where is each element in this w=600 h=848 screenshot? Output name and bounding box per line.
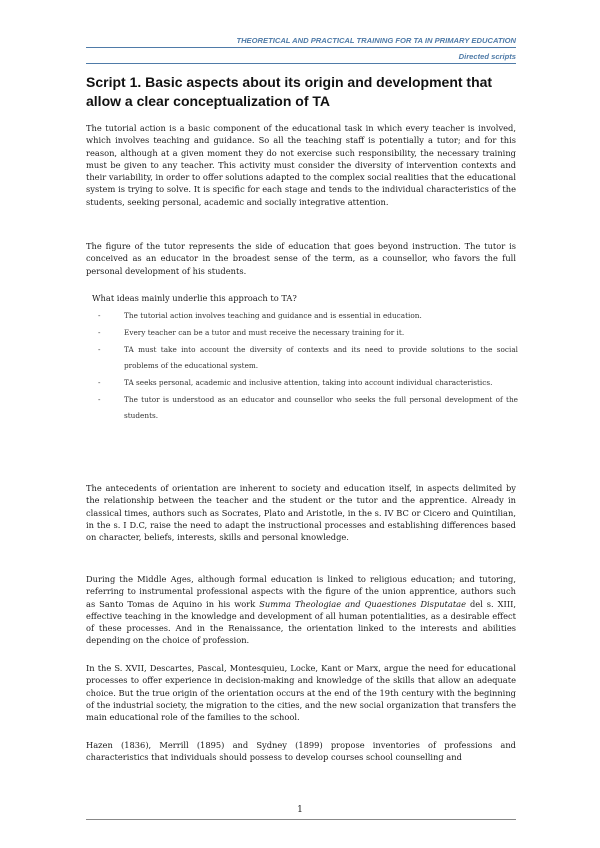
list-item-text: TA seeks personal, academic and inclusive attention, taking into account individual characteristics. — [124, 378, 493, 387]
list-item-text: TA must take into account the diversity of contexts and its need to provide solutions to the social problems of the educational system. — [124, 345, 518, 370]
list-item-text: The tutor is understood as an educator and counsellor who seeks the full personal development of the students. — [124, 395, 518, 420]
header-section-title: Directed scripts — [458, 52, 516, 61]
paragraph-middle-ages — [86, 573, 516, 647]
footer-rule — [86, 819, 516, 820]
list-item-text: The tutorial action involves teaching and guidance and is essential in education. — [124, 311, 422, 320]
bullet-marker: - — [98, 378, 101, 387]
bullet-marker: - — [98, 311, 101, 320]
paragraph-antecedents: The antecedents of orientation are inherent to society and education itself, in aspects delimited by the relationship between the teacher and the student or the tutor and the apprentice. Already in classical times, authors such as Socrates, Plato and Aristotle, in the s. IV BC or Cicero and Quintilian, in the s. I D.C, raise the need to adapt the instructional processes and establishing differences based on character, beliefs, interests, skills and personal knowledge. — [86, 483, 516, 543]
question-heading: What ideas mainly underlie this approach to TA? — [92, 293, 297, 303]
work-title: Summa Theologiae and Quaestiones Disputatae — [259, 598, 467, 609]
page-number: 1 — [297, 805, 303, 815]
list-item — [98, 325, 518, 341]
paragraph-inventories: Hazen (1836), Merrill (1895) and Sydney (1899) propose inventories of professions and characteristics that individuals should possess to develop courses school counselling and — [86, 740, 516, 763]
bullet-marker: - — [98, 328, 101, 337]
paragraph-seventeenth-century: In the S. XVII, Descartes, Pascal, Montesquieu, Locke, Kant or Marx, argue the need for educational processes to offer experience in decision-making and knowledge of the skills that allow an adequate choice. But the true origin of the orientation occurs at the end of the 19th century with the beginning of the industrial society, the migration to the cities, and the new social organization that transfers the main educational role of the families to the school. — [86, 663, 516, 723]
list-item — [98, 392, 518, 424]
header-rule-top — [86, 47, 516, 48]
header-course-title: THEORETICAL AND PRACTICAL TRAINING FOR TA IN PRIMARY EDUCATION — [236, 36, 516, 45]
bullet-marker: - — [98, 345, 101, 354]
header-rule-bottom — [86, 63, 516, 64]
paragraph-middle-ages-text-a: During the Middle Ages, although formal education is linked to religious education; and tutoring, referring to instrumental professional aspects with the figure of the union apprentice, authors such as Santo Tomas de Aquino in his work — [86, 574, 516, 609]
paragraph-middle-ages-text-b: del s. XIII, effective teaching in the knowledge and development of all human potentialities, as a desirable effect of these processes. And in the Renaissance, the orientation linked to the interests and abilities depending on the choice of profession. — [86, 598, 517, 646]
bullet-marker: - — [98, 395, 101, 404]
list-item — [98, 308, 518, 324]
script-title: Script 1. Basic aspects about its origin and development that allow a clear conceptualization of TA — [86, 74, 493, 109]
paragraph-tutor-figure: The figure of the tutor represents the side of education that goes beyond instruction. The tutor is conceived as an educator in the broadest sense of the term, as a counsellor, who favors the full personal development of his students. — [86, 241, 516, 276]
list-item — [98, 342, 518, 374]
ideas-list — [98, 308, 518, 425]
list-item-text: Every teacher can be a tutor and must receive the necessary training for it. — [124, 328, 405, 337]
paragraph-tutorial-action: The tutorial action is a basic component of the educational task in which every teacher is involved, which involves teaching and guidance. So all the teaching staff is potentially a tutor; and for this reason, although at a given moment they do not exercise such responsibility, the necessary training must be given to any teacher. This activity must consider the diversity of intervention contexts and their variability, in order to offer solutions adapted to the complex social realities that the educational system is trying to solve. It is specific for each stage and tends to the individual characteristics of the students, seeking personal, academic and socially integrative attention. — [86, 123, 516, 207]
list-item — [98, 375, 518, 391]
